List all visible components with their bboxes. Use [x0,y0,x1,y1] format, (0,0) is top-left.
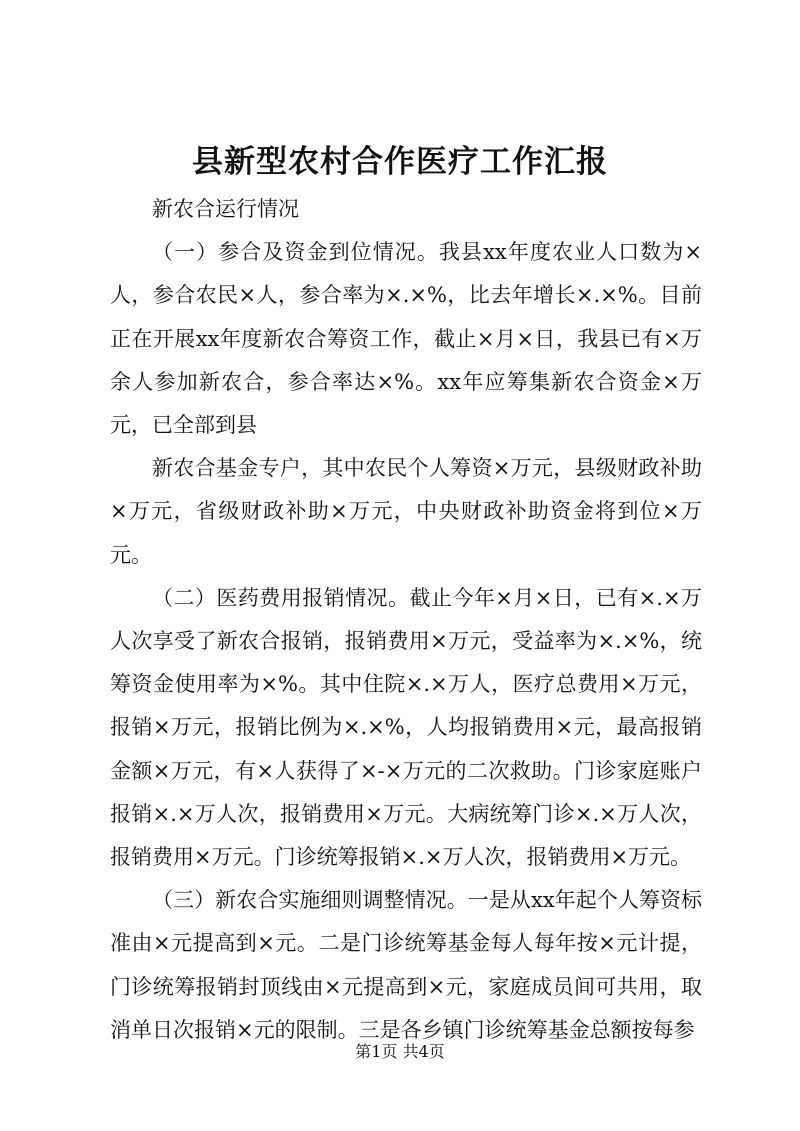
document-body [110,188,702,1052]
document-title: 县新型农村合作医疗工作汇报 [192,144,608,180]
paragraph-enrollment-funding: （一）参合及资金到位情况。我县xx年度农业人口数为×人，参合农民×人，参合率为×.×%，比去年增长×.×%。目前正在开展xx年度新农合筹资工作，截止×月×日，我县已有×万余人参加新农合，参合率达×%。xx年应筹集新农合资金×万元，已全部到县 [110,240,702,438]
page-number-footer: 第1页 共4页 [355,1042,445,1061]
section-heading: 新农合运行情况 [152,197,299,221]
paragraph-rule-adjustment: （三）新农合实施细则调整情况。一是从xx年起个人筹资标准由×元提高到×元。二是门诊统筹基金每人每年按×元计提，门诊统筹报销封顶线由×元提高到×元，家庭成员间可共用，取消单日次报销×元的限制。三是各乡镇门诊统筹基金总额按每参 [110,888,702,1042]
paragraph-reimbursement: （二）医药费用报销情况。截止今年×月×日，已有×.×万人次享受了新农合报销，报销费用×万元，受益率为×.×%，统筹资金使用率为×%。其中住院×.×万人，医疗总费用×万元，报销×万元，报销比例为×.×%，人均报销费用×元，最高报销金额×万元，有×人获得了×-×万元的二次救助。门诊家庭账户报销×.×万人次，报销费用×万元。大病统筹门诊×.×万人次，报销费用×万元。门诊统筹报销×.×万人次，报销费用×万元。 [110,585,702,870]
paragraph-fund-account: 新农合基金专户，其中农民个人筹资×万元，县级财政补助×万元，省级财政补助×万元，中央财政补助资金将到位×万元。 [110,456,702,567]
